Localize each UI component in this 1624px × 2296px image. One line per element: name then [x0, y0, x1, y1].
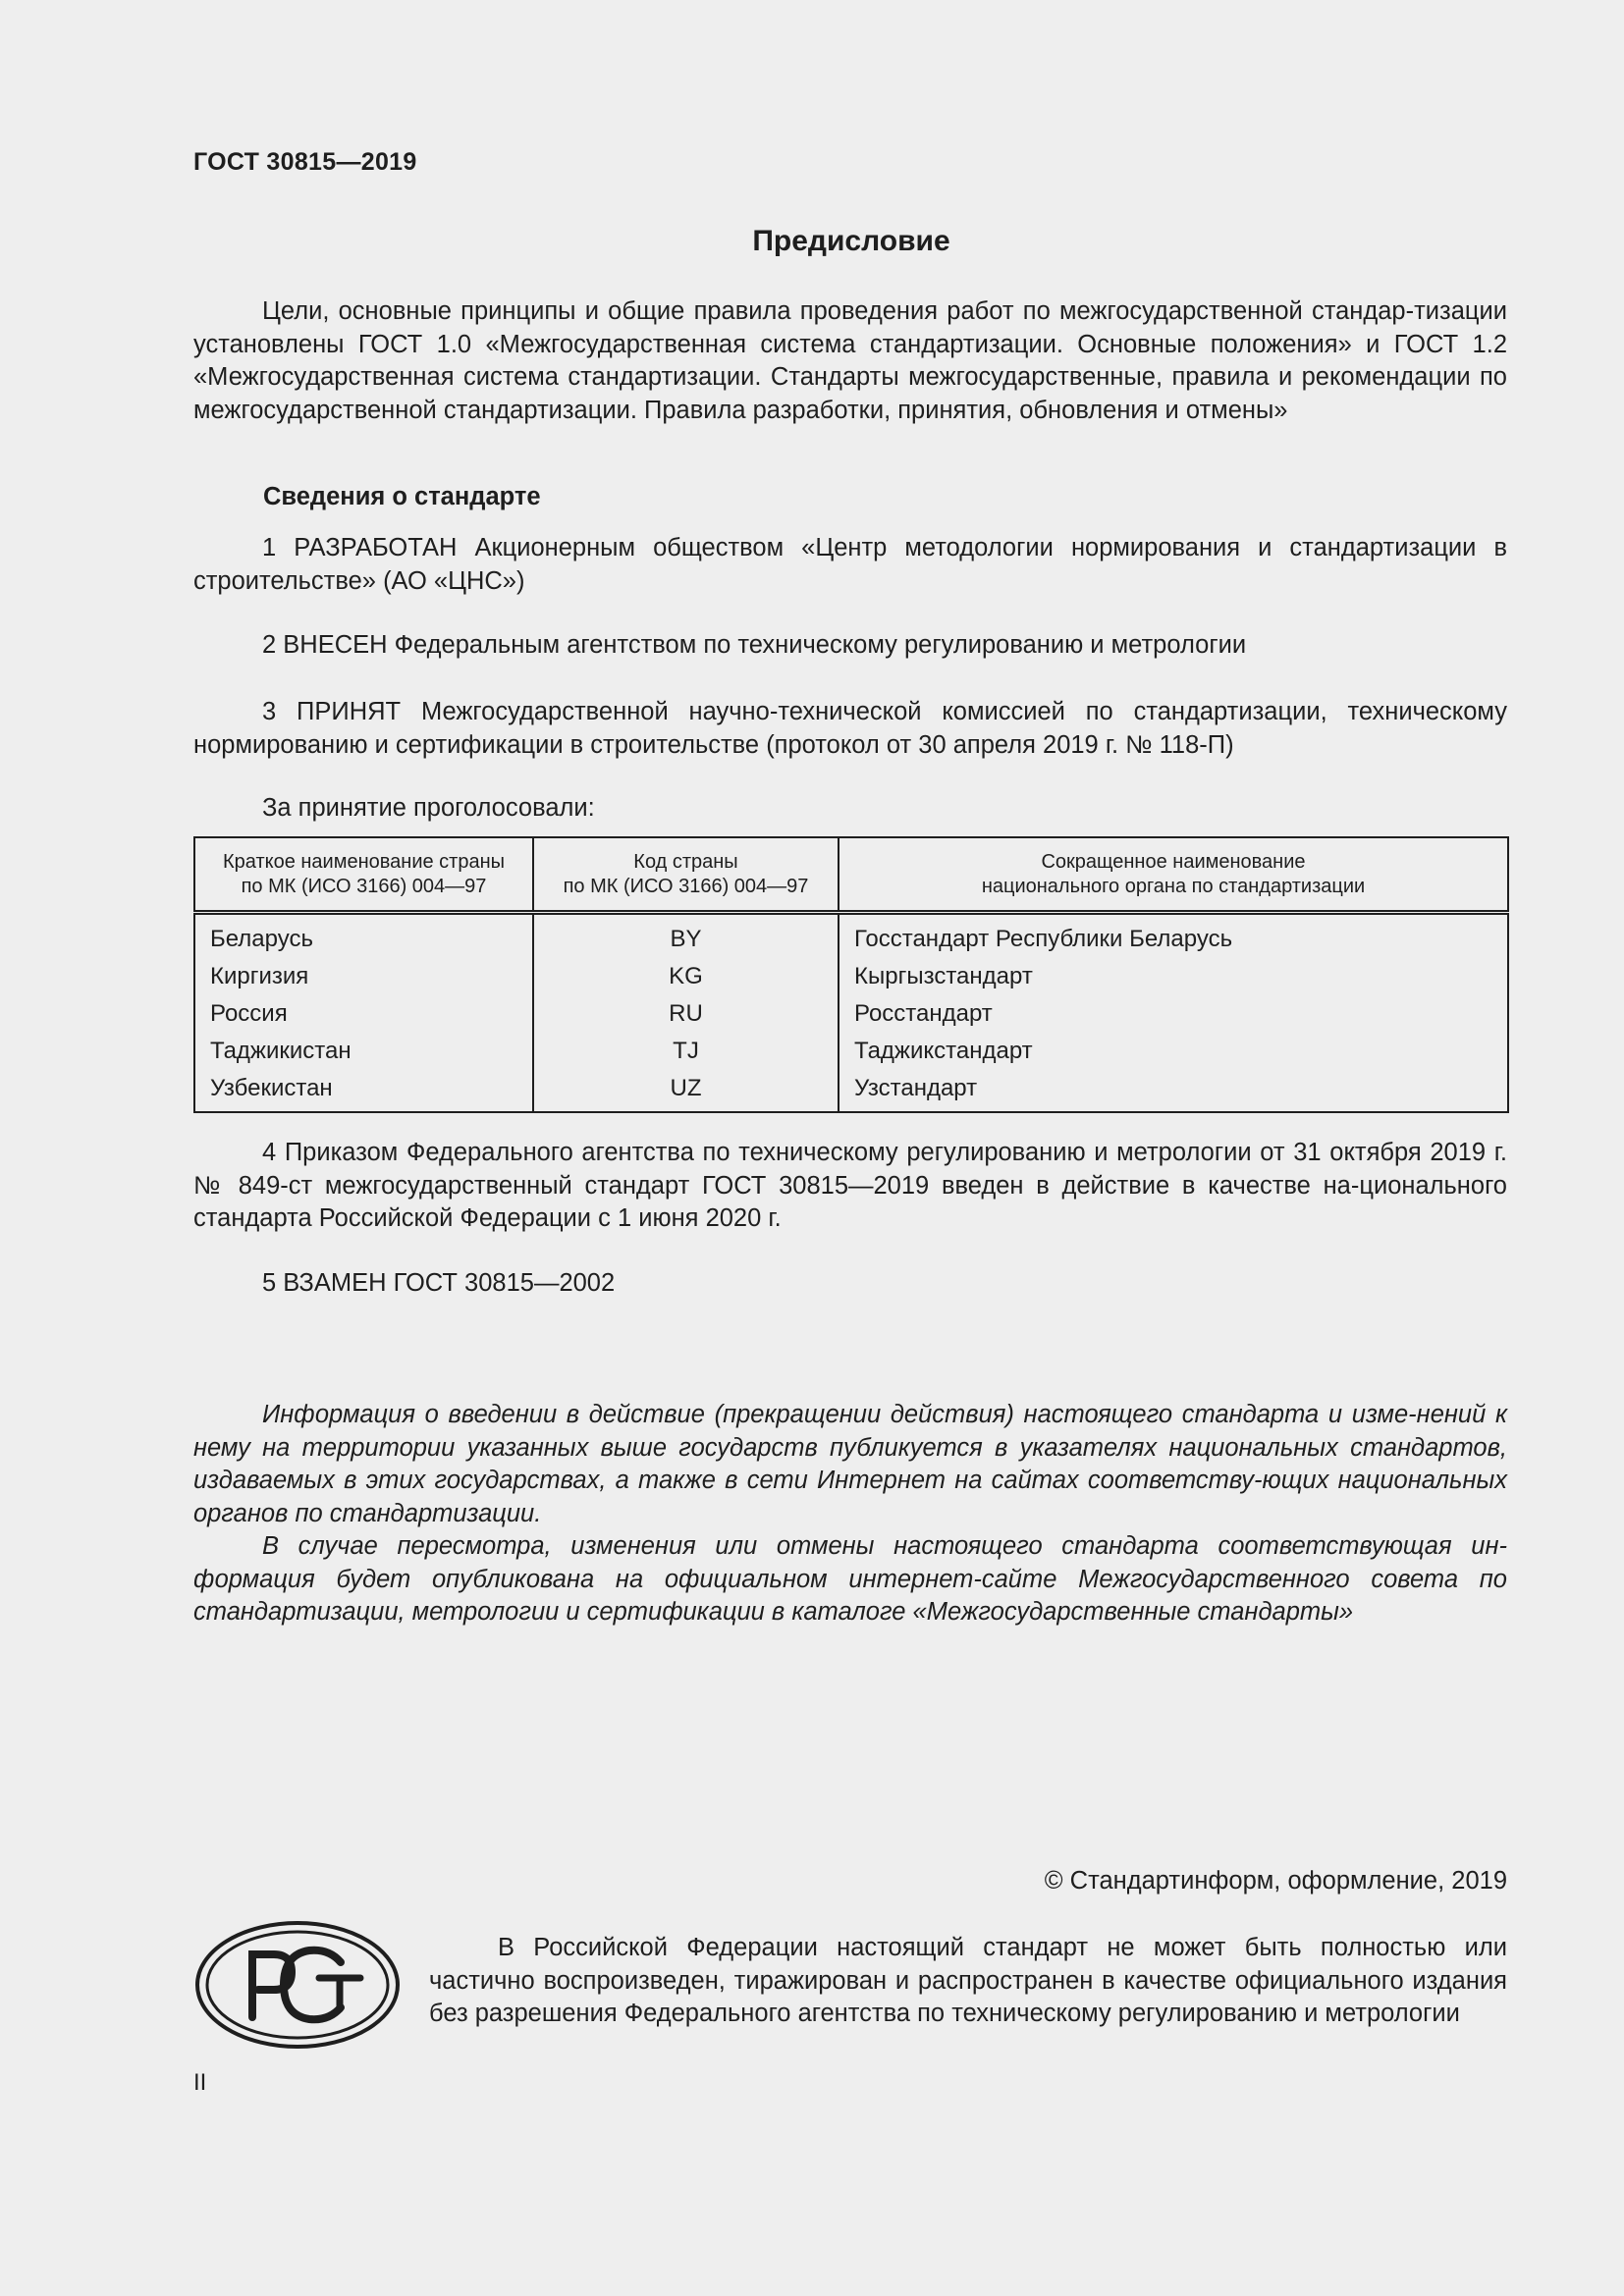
- header-code-line1: Код страны: [633, 851, 738, 873]
- item-developed: 1 РАЗРАБОТАН Акционерным обществом «Центр методологии нормирования и стандартизации в строительстве» (АО «ЦНС»): [193, 534, 1507, 595]
- cell-body: Таджикстандарт: [839, 1033, 1508, 1070]
- cell-code: UZ: [533, 1070, 839, 1112]
- table-row: [194, 995, 1508, 1033]
- copyright: © Стандартинформ, оформление, 2019: [1044, 1867, 1507, 1895]
- notice-paragraph-1: Информация о введении в действие (прекращении действия) настоящего стандарта и изме-нений к нему на территории указанных выше государств публикуется в указателях национальных стандартов, издаваемых в этих государствах, а также в сети Интернет на сайтах соответству-ющих национальных органов по стандартизации.: [193, 1401, 1507, 1527]
- page-number: II: [193, 2069, 207, 2096]
- table-header-row: [194, 837, 1508, 913]
- footer-legal-text: В Российской Федерации настоящий стандарт не может быть полностью или частично воспроизведен, тиражирован и распространен в качестве официального издания без разрешения Федерального агентства по техническому регулированию и метрологии: [429, 1934, 1507, 2028]
- header-body-line1: Сокращенное наименование: [1041, 851, 1306, 873]
- cell-country: Таджикистан: [194, 1033, 533, 1070]
- cell-body: Кыргызстандарт: [839, 958, 1508, 995]
- item-order: 4 Приказом Федерального агентства по техническому регулированию и метрологии от 31 октября 2019 г. № 849-ст межгосударственный стандарт ГОСТ 30815—2019 введен в действие в качестве на-ционального стандарта Российской Федерации с 1 июня 2020 г.: [193, 1139, 1507, 1233]
- header-body: [839, 837, 1508, 913]
- cell-body: Узстандарт: [839, 1070, 1508, 1112]
- item-adopted: 3 ПРИНЯТ Межгосударственной научно-технической комиссией по стандартизации, техническому нормированию и сертификации в строительстве (протокол от 30 апреля 2019 г. № 118-П): [193, 698, 1507, 759]
- cell-country: Узбекистан: [194, 1070, 533, 1112]
- cell-code: KG: [533, 958, 839, 995]
- info-heading: Сведения о стандарте: [263, 483, 541, 510]
- header-body-line2: национального органа по стандартизации: [981, 876, 1366, 897]
- document-code: ГОСТ 30815—2019: [193, 148, 417, 176]
- header-code-line2: по МК (ИСО 3166) 004—97: [563, 876, 809, 897]
- cell-code: TJ: [533, 1033, 839, 1070]
- cell-country: Киргизия: [194, 958, 533, 995]
- cell-code: RU: [533, 995, 839, 1033]
- header-code: [533, 837, 839, 913]
- item-replaces: 5 ВЗАМЕН ГОСТ 30815—2002: [262, 1269, 616, 1297]
- cell-body: Росстандарт: [839, 995, 1508, 1033]
- voted-label: За принятие проголосовали:: [262, 794, 595, 822]
- cell-country: Россия: [194, 995, 533, 1033]
- table-row: [194, 1033, 1508, 1070]
- votes-table: [193, 836, 1509, 1113]
- header-country-line1: Краткое наименование страны: [222, 851, 506, 873]
- item-introduced: 2 ВНЕСЕН Федеральным агентством по техническому регулированию и метрологии: [262, 631, 1247, 659]
- cell-body: Госстандарт Республики Беларусь: [839, 913, 1508, 959]
- header-country-line2: по МК (ИСО 3166) 004—97: [241, 876, 487, 897]
- table-row: [194, 913, 1508, 959]
- header-country: [194, 837, 533, 913]
- cell-code: BY: [533, 913, 839, 959]
- intro-paragraph: Цели, основные принципы и общие правила проведения работ по межгосударственной стандар-тизации установлены ГОСТ 1.0 «Межгосударственная система стандартизации. Основные положения» и ГОСТ 1.2 «Межгосударственная система стандартизации. Стандарты межгосударственные, правила и рекомендации по межгосударственной стандартизации. Правила разработки, принятия, обновления и отмены»: [193, 297, 1507, 424]
- cell-country: Беларусь: [194, 913, 533, 959]
- page-title: Предисловие: [752, 225, 950, 257]
- table-row: [194, 958, 1508, 995]
- table-row: [194, 1070, 1508, 1112]
- notice-paragraph-2: В случае пересмотра, изменения или отмены настоящего стандарта соответствующая ин-формация будет опубликована на официальном интернет-сайте Межгосударственного совета по стандартизации, метрологии и сертификации в каталоге «Межгосударственные стандарты»: [193, 1532, 1507, 1627]
- rst-logo-icon: [193, 1919, 402, 2051]
